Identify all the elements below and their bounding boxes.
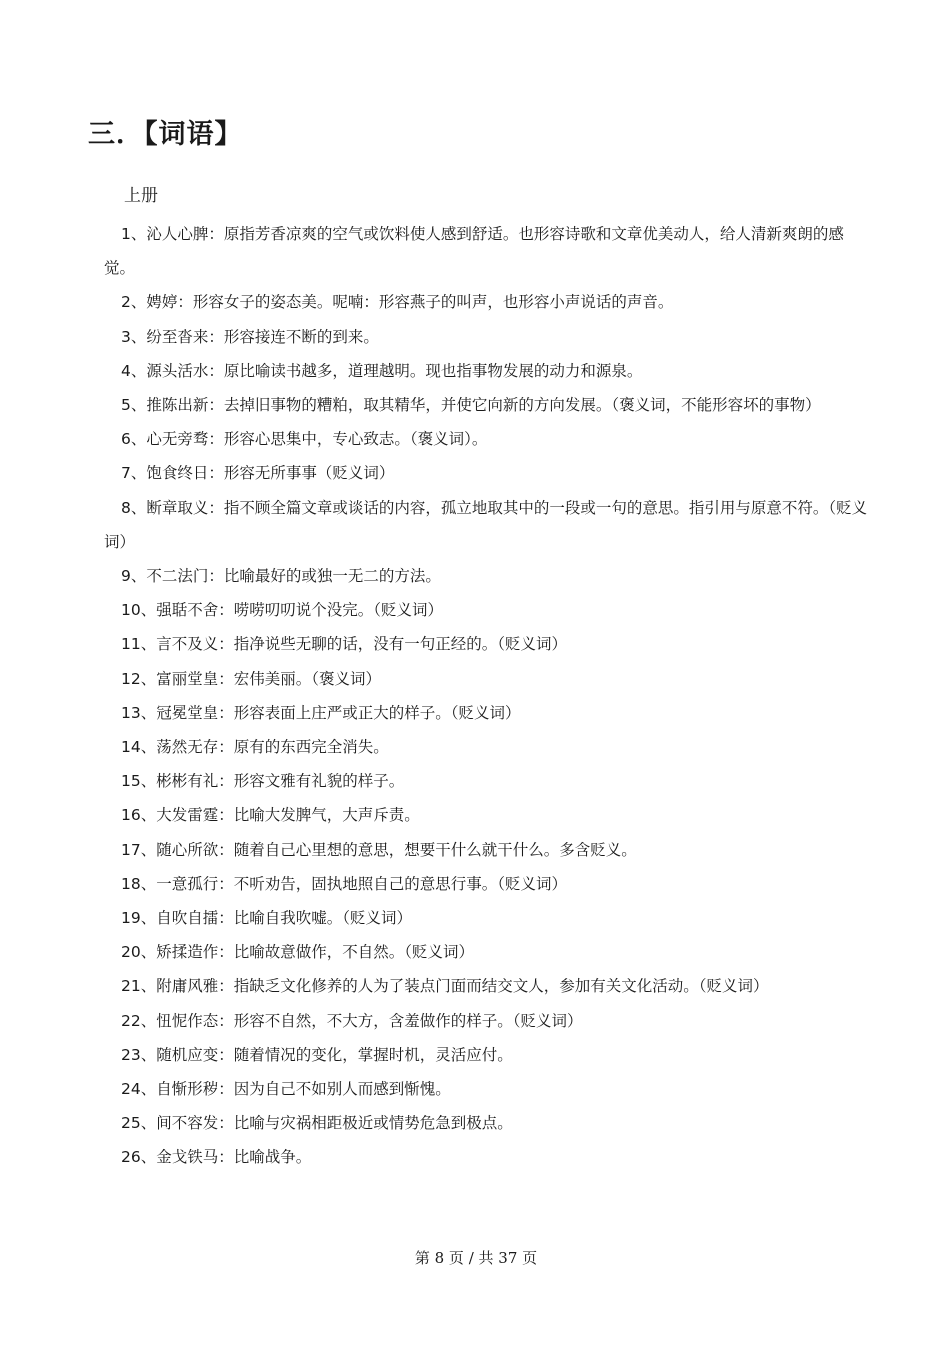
vocab-entry: 4、源头活水：原比喻读书越多，道理越明。现也指事物发展的动力和源泉。 [121, 361, 643, 380]
vocab-entry: 22、忸怩作态：形容不自然，不大方，含羞做作的样子。（贬义词） [121, 1011, 583, 1030]
vocabulary-list [104, 217, 872, 1175]
vocab-entry: 12、富丽堂皇：宏伟美丽。（褒义词） [121, 669, 381, 688]
vocab-entry: 24、自惭形秽：因为自己不如别人而感到惭愧。 [121, 1080, 451, 1099]
volume-subtitle: 上册 [124, 186, 158, 206]
vocab-entry: 25、间不容发：比喻与灾祸相距极近或情势危急到极点。 [121, 1114, 513, 1133]
vocab-entry: 14、荡然无存：原有的东西完全消失。 [121, 738, 389, 757]
vocab-entry: 9、不二法门：比喻最好的或独一无二的方法。 [121, 567, 441, 586]
section-title: 三．【词语】 [88, 119, 243, 150]
vocab-entry: 8、断章取义：指不顾全篇文章或谈话的内容，孤立地取其中的一段或一句的意思。指引用与原意不符。（贬义词） [104, 498, 868, 551]
vocab-entry: 19、自吹自擂：比喻自我吹嘘。（贬义词） [121, 909, 412, 928]
vocab-entry: 7、饱食终日：形容无所事事（贬义词） [121, 464, 395, 483]
vocab-entry: 13、冠冕堂皇：形容表面上庄严或正大的样子。（贬义词） [121, 703, 521, 722]
vocab-entry: 3、纷至沓来：形容接连不断的到来。 [121, 327, 379, 346]
vocab-entry: 20、矫揉造作：比喻故意做作，不自然。（贬义词） [121, 943, 474, 962]
vocab-entry: 21、附庸风雅：指缺乏文化修养的人为了装点门面而结交文人，参加有关文化活动。（贬义词） [121, 977, 769, 996]
vocab-entry: 6、心无旁骛：形容心思集中，专心致志。（褒义词）。 [121, 430, 488, 449]
vocab-entry: 11、言不及义：指净说些无聊的话，没有一句正经的。（贬义词） [121, 635, 567, 654]
vocab-entry: 26、金戈铁马：比喻战争。 [121, 1148, 312, 1167]
vocab-entry: 5、推陈出新：去掉旧事物的糟粕，取其精华，并使它向新的方向发展。（褒义词，不能形容坏的事物） [121, 396, 821, 415]
vocab-entry: 17、随心所欲：随着自己心里想的意思，想要干什么就干什么。多含贬义。 [121, 840, 637, 859]
page-footer: 第 8 页 / 共 37 页 [414, 1249, 538, 1267]
vocab-entry: 18、一意孤行：不听劝告，固执地照自己的意思行事。（贬义词） [121, 874, 567, 893]
vocab-entry: 2、娉婷：形容女子的姿态美。呢喃：形容燕子的叫声，也形容小声说话的声音。 [121, 293, 674, 312]
vocab-entry: 15、彬彬有礼：形容文雅有礼貌的样子。 [121, 772, 405, 791]
vocab-entry: 16、大发雷霆：比喻大发脾气，大声斥责。 [121, 806, 420, 825]
vocab-entry: 10、强聒不舍：唠唠叨叨说个没完。（贬义词） [121, 601, 443, 620]
vocab-entry: 1、沁人心脾：原指芳香凉爽的空气或饮料使人感到舒适。也形容诗歌和文章优美动人，给人清新爽朗的感觉。 [104, 225, 844, 278]
vocab-entry: 23、随机应变：随着情况的变化，掌握时机，灵活应付。 [121, 1045, 513, 1064]
